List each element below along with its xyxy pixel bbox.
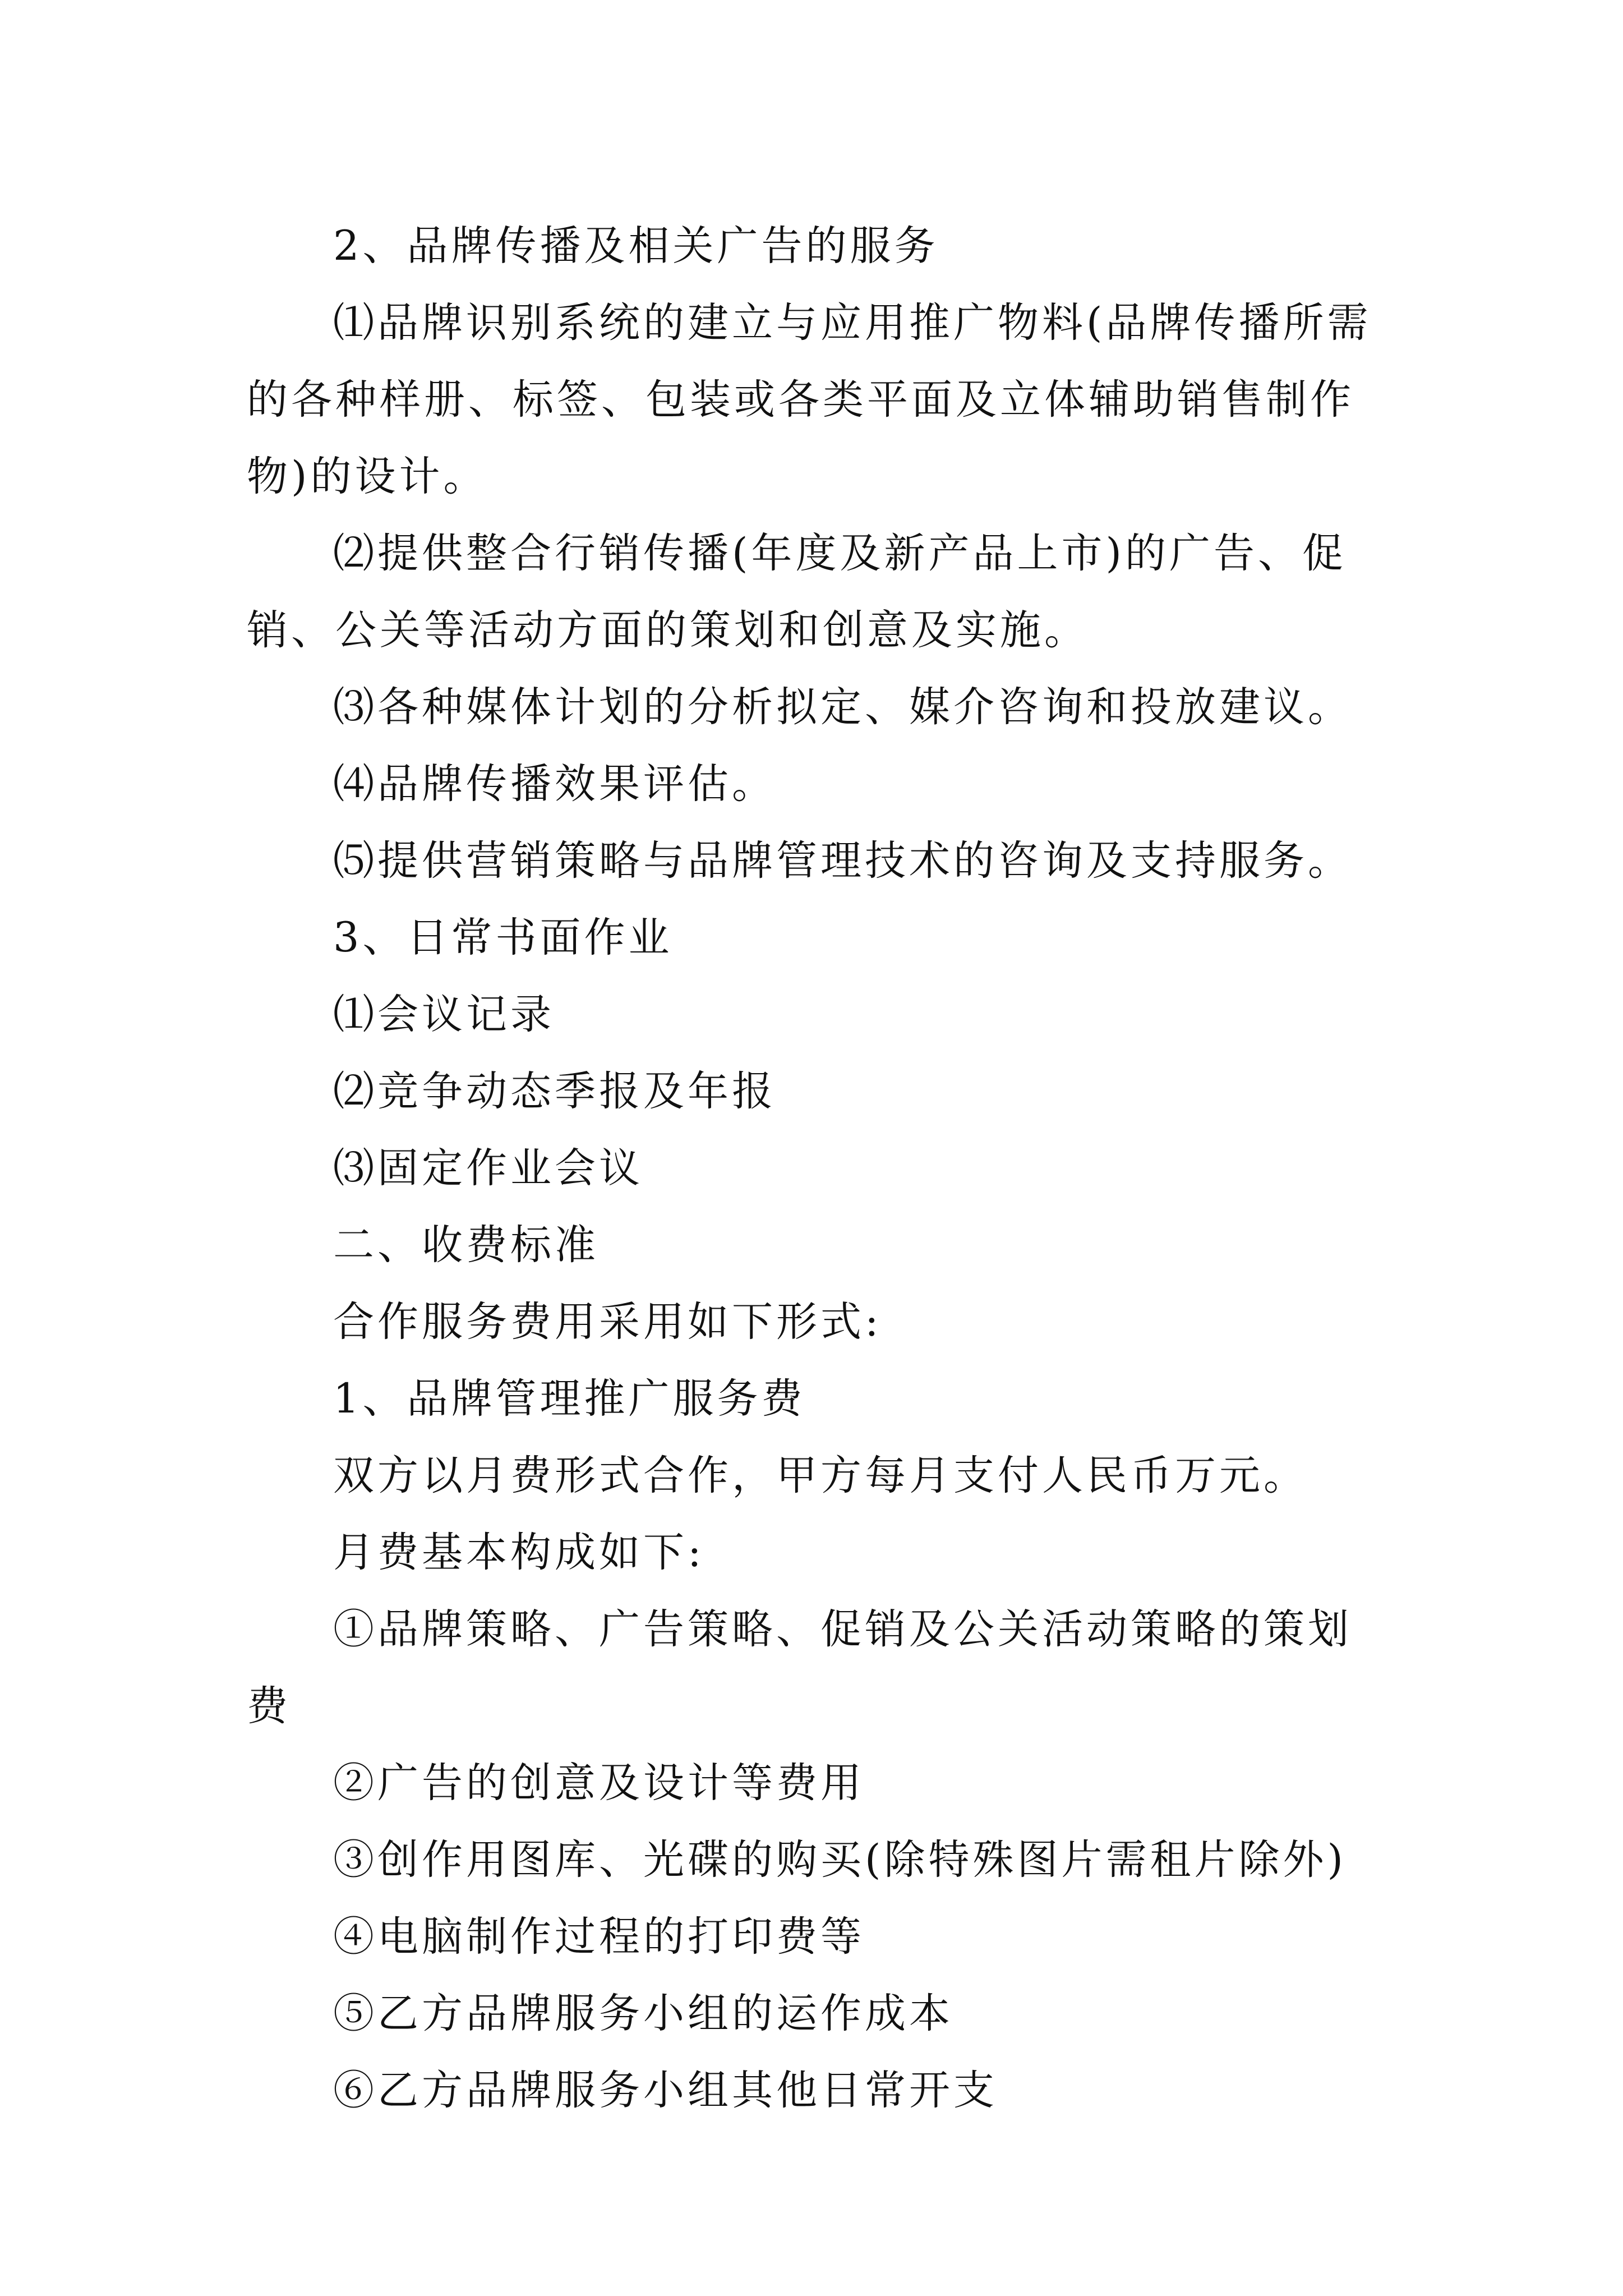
list-item-fixed-meetings: ⑶固定作业会议 bbox=[333, 1144, 643, 1192]
paragraph-media-planning: ⑶各种媒体计划的分析拟定、媒介咨询和投放建议。 bbox=[333, 683, 1352, 731]
paragraph-fee-form: 合作服务费用采用如下形式: bbox=[333, 1298, 882, 1346]
list-item-printing-fee: ④电脑制作过程的打印费等 bbox=[333, 1913, 865, 1961]
paragraph-effect-evaluation: ⑷品牌传播效果评估。 bbox=[333, 760, 776, 808]
list-item-team-operating-cost: ⑤乙方品牌服务小组的运作成本 bbox=[333, 1990, 953, 2037]
paragraph-fee-composition: 月费基本构成如下: bbox=[333, 1529, 705, 1576]
document-body bbox=[247, 208, 1385, 2129]
paragraph-brand-identity: ⑴品牌识别系统的建立与应用推广物料(品牌传播所需的各种样册、标签、包装或各类平面及立体辅助销售制作物)的设计。 bbox=[247, 299, 1372, 500]
section-heading-fee-standard: 二、收费标准 bbox=[333, 1221, 599, 1269]
list-item-strategy-fee: ①品牌策略、广告策略、促销及公关活动策略的策划费 bbox=[247, 1605, 1352, 1730]
paragraph-integrated-marketing: ⑵提供整合行销传播(年度及新产品上市)的广告、促销、公关等活动方面的策划和创意及实施。 bbox=[247, 530, 1347, 654]
paragraph-consulting-support: ⑸提供营销策略与品牌管理技术的咨询及支持服务。 bbox=[333, 837, 1352, 885]
list-item-meeting-minutes: ⑴会议记录 bbox=[333, 991, 555, 1038]
section-heading-service-fee: 1、品牌管理推广服务费 bbox=[333, 1375, 806, 1423]
paragraph-monthly-fee: 双方以月费形式合作，甲方每月支付人民币万元。 bbox=[333, 1452, 1308, 1499]
list-item-image-library-purchase: ③创作用图库、光碟的购买(除特殊图片需租片除外) bbox=[333, 1836, 1347, 1884]
section-heading-brand-communication: 2、品牌传播及相关广告的服务 bbox=[333, 222, 939, 270]
list-item-creative-design-fee: ②广告的创意及设计等费用 bbox=[333, 1759, 865, 1807]
list-item-competition-reports: ⑵竞争动态季报及年报 bbox=[333, 1068, 776, 1115]
list-item-team-daily-expenses: ⑥乙方品牌服务小组其他日常开支 bbox=[333, 2067, 998, 2114]
section-heading-daily-paperwork: 3、日常书面作业 bbox=[333, 914, 673, 961]
